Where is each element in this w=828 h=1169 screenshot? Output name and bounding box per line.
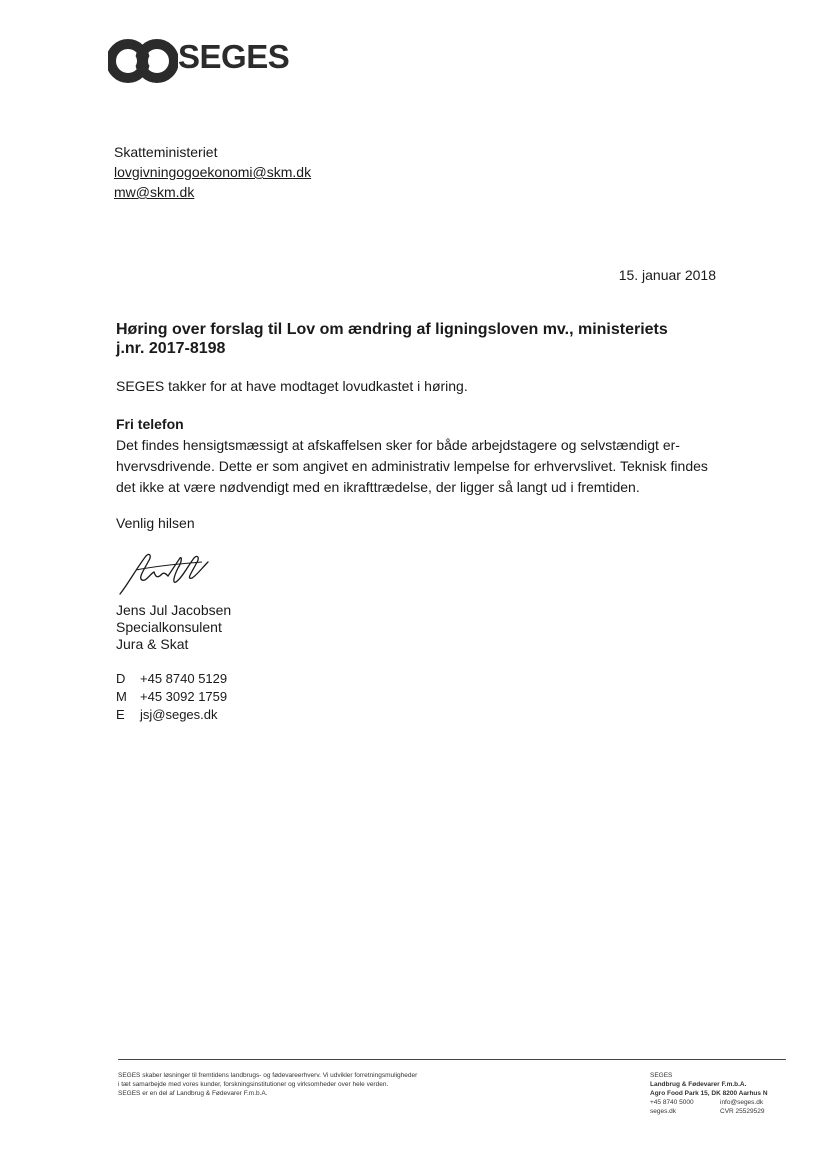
footer-divider [118, 1059, 786, 1060]
contact-list [116, 670, 227, 724]
section-line-2: hvervsdrivende. Dette er som angivet en administrativ lempelse for erhvervslivet. Teknisk findes [116, 458, 708, 474]
letter-subject [116, 320, 756, 358]
section-fri-telefon [116, 414, 726, 498]
footer-address: Agro Food Park 15, DK 8200 Aarhus N [650, 1090, 768, 1097]
signer-name: Jens Jul Jacobsen [116, 602, 232, 618]
footer-cvr: CVR 25529529 [720, 1108, 765, 1115]
footer-left [118, 1071, 558, 1098]
letter-date: 15. januar 2018 [618, 267, 716, 283]
footer-row-web-cvr [650, 1107, 800, 1116]
footer-org: Landbrug & Fødevarer F.m.b.A. [650, 1081, 747, 1088]
section-line-1: Det findes hensigtsmæssigt at afskaffelsen sker for både arbejdstagere og selvstændigt er- [116, 437, 680, 453]
footer-company: SEGES [650, 1072, 673, 1079]
footer-email[interactable]: info@seges.dk [720, 1099, 764, 1106]
contact-key: E [116, 707, 125, 722]
logo-rings-icon [108, 36, 178, 86]
contact-value: +45 3092 1759 [140, 689, 228, 704]
contact-key: M [116, 689, 127, 704]
footer-left-line-1: SEGES skaber løsninger til fremtidens landbrugs- og fødevareerhverv. Vi udvikler forretningsmuligheder [118, 1072, 418, 1079]
footer-row-phone-email [650, 1098, 800, 1107]
subject-line-1: Høring over forslag til Lov om ændring af ligningsloven mv., ministeriets [116, 321, 668, 338]
footer-left-line-2: i tæt samarbejde med vores kunder, forskningsinstitutioner og virksomheder over hele verden. [118, 1081, 389, 1088]
contact-value: +45 8740 5129 [140, 671, 228, 686]
signer-department: Jura & Skat [116, 636, 189, 652]
handwritten-signature [116, 548, 216, 598]
contact-value[interactable]: jsj@seges.dk [140, 707, 218, 722]
signer-block [116, 602, 231, 653]
contact-key: D [116, 671, 126, 686]
footer-right [650, 1071, 800, 1116]
logo-wordmark: SEGES [178, 38, 290, 75]
recipient-block [114, 142, 311, 202]
footer-web[interactable]: seges.dk [650, 1108, 677, 1115]
section-heading: Fri telefon [116, 416, 184, 432]
intro-paragraph: SEGES takker for at have modtaget lovudkastet i høring. [116, 378, 468, 394]
footer-left-line-3: SEGES er en del af Landbrug & Fødevarer F.m.b.A. [118, 1090, 268, 1097]
seges-logo [108, 36, 308, 86]
footer-phone: +45 8740 5000 [650, 1099, 694, 1106]
section-line-3: det ikke at være nødvendigt med en ikrafttrædelse, der ligger så langt ud i fremtiden. [116, 479, 640, 495]
closing-greeting: Venlig hilsen [116, 515, 195, 531]
recipient-email-1[interactable]: lovgivningogoekonomi@skm.dk [114, 164, 312, 180]
contact-row-mobile [116, 688, 227, 706]
contact-row-email [116, 706, 227, 724]
contact-row-direct [116, 670, 227, 688]
recipient-name: Skatteministeriet [114, 144, 218, 160]
subject-line-2: j.nr. 2017-8198 [116, 340, 226, 357]
signer-title: Specialkonsulent [116, 619, 222, 635]
recipient-email-2[interactable]: mw@skm.dk [114, 184, 195, 200]
